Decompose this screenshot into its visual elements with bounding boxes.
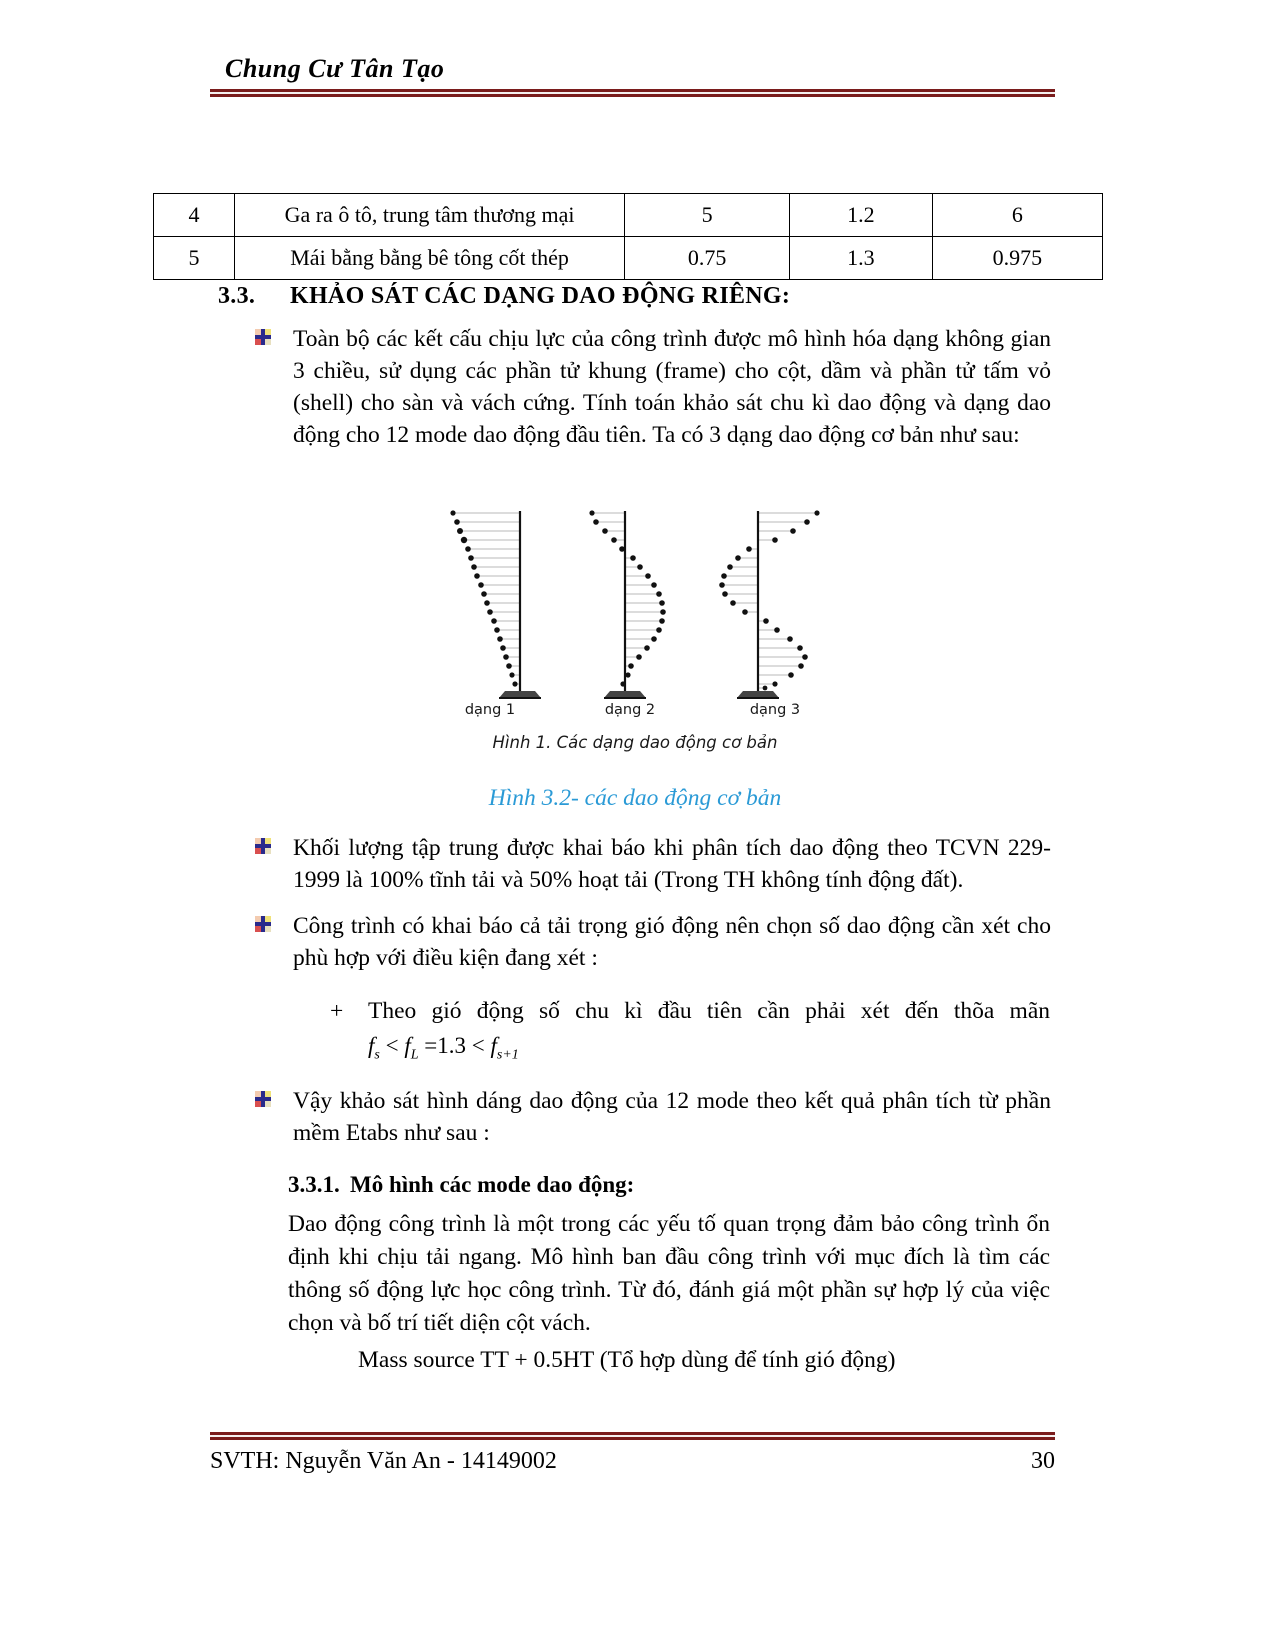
bullet-paragraph-1 bbox=[293, 323, 1051, 451]
subsection-number: 3.3.1. bbox=[288, 1172, 340, 1197]
mode-shapes-figure bbox=[420, 495, 850, 811]
row-value-3: 0.975 bbox=[932, 237, 1102, 280]
plus-bullet-icon bbox=[255, 838, 272, 855]
row-value-1: 5 bbox=[625, 194, 790, 237]
section-heading-3-3-1 bbox=[288, 1172, 634, 1198]
formula-f3: f bbox=[490, 1033, 497, 1058]
subsection-title: Mô hình các mode dao động: bbox=[350, 1172, 635, 1197]
row-description: Ga ra ô tô, trung tâm thương mại bbox=[234, 194, 624, 237]
mode-2-plot bbox=[560, 495, 700, 705]
bullet-paragraph-2 bbox=[293, 832, 1051, 896]
footer-divider bbox=[210, 1432, 1055, 1440]
formula-value: 1.3 bbox=[437, 1033, 466, 1058]
mode-shape-3 bbox=[705, 495, 845, 718]
figure-caption-1: Hình 1. Các dạng dao động cơ bản bbox=[492, 733, 778, 752]
bullet-text: Vậy khảo sát hình dáng dao động của 12 mode theo kết quả phân tích từ phần mềm Etabs như sau : bbox=[293, 1088, 1051, 1146]
support-base bbox=[737, 691, 779, 698]
section-number: 3.3. bbox=[218, 283, 256, 309]
page-header bbox=[210, 55, 1065, 97]
mode-shape-1 bbox=[420, 495, 560, 718]
mode-label-2: dạng 2 bbox=[604, 702, 656, 718]
figure-caption-2: Hình 3.2- các dao động cơ bản bbox=[488, 785, 782, 811]
row-index: 4 bbox=[154, 194, 235, 237]
data-table bbox=[153, 193, 1103, 280]
bullet-text: Khối lượng tập trung được khai báo khi phân tích dao động theo TCVN 229-1999 là 100% tĩnh tải và 50% hoạt tải (Trong TH không tính động đất). bbox=[293, 835, 1051, 893]
row-description: Mái bằng bằng bê tông cốt thép bbox=[234, 237, 624, 280]
row-index: 5 bbox=[154, 237, 235, 280]
plus-bullet-icon bbox=[255, 329, 272, 346]
footer-author: SVTH: Nguyễn Văn An - 14149002 bbox=[210, 1448, 557, 1474]
mass-source-line: Mass source TT + 0.5HT (Tổ hợp dùng để tính gió động) bbox=[358, 1347, 896, 1373]
mode-shapes-group bbox=[420, 495, 850, 718]
page-footer bbox=[210, 1448, 1055, 1475]
plus-bullet-icon bbox=[255, 1091, 272, 1108]
mode-label-3: dạng 3 bbox=[749, 702, 801, 718]
formula-equals: = bbox=[424, 1033, 438, 1058]
section-title: KHẢO SÁT CÁC DẠNG DAO ĐỘNG RIÊNG: bbox=[290, 283, 791, 309]
table-row bbox=[154, 194, 1103, 237]
footer-page-number: 30 bbox=[1031, 1448, 1055, 1474]
row-value-2: 1.2 bbox=[790, 194, 933, 237]
load-table bbox=[153, 193, 1103, 280]
row-value-3: 6 bbox=[932, 194, 1102, 237]
section-heading-3-3 bbox=[218, 283, 790, 310]
formula-op2: < bbox=[471, 1033, 485, 1058]
formula-f2: f bbox=[404, 1033, 411, 1058]
support-base bbox=[499, 691, 541, 698]
header-title: Chung Cư Tân Tạo bbox=[225, 54, 445, 83]
section-331-paragraph: Dao động công trình là một trong các yếu tố quan trọng đảm bảo công trình ổn định khi chịu tải ngang. Mô hình ban đầu công trình với mục đích là tìm các thông số động lực học công trình. Từ đó, đánh giá một phần sự hợp lý của việc chọn và bố trí tiết diện cột vách. bbox=[288, 1211, 1050, 1336]
frequency-formula bbox=[368, 1033, 519, 1064]
formula-op1: < bbox=[385, 1033, 399, 1058]
bullet-text: Toàn bộ các kết cấu chịu lực của công trình được mô hình hóa dạng không gian 3 chiều, sử dụng các phần tử khung (frame) cho cột, dầm và phần tử tấm vỏ (shell) cho sàn và vách cứng. Tính toán khảo sát chu kì dao động và dạng dao động cho 12 mode dao động đầu tiên. Ta có 3 dạng dao động cơ bản như sau: bbox=[293, 326, 1051, 448]
formula-f1-sub: s bbox=[374, 1047, 380, 1063]
bullet-text: Công trình có khai báo cả tải trọng gió động nên chọn số dao động cần xét cho phù hợp với điều kiện đang xét : bbox=[293, 913, 1051, 971]
support-base bbox=[604, 691, 646, 698]
sub-bullet-text: Theo gió động số chu kì đầu tiên cần phải xét đến thõa mãn bbox=[368, 998, 1050, 1024]
row-value-2: 1.3 bbox=[790, 237, 933, 280]
mode-shape-2 bbox=[560, 495, 700, 718]
header-divider bbox=[210, 89, 1055, 97]
bullet-paragraph-4 bbox=[293, 1085, 1051, 1149]
formula-f3-sub: s+1 bbox=[496, 1047, 519, 1063]
mode-label-1: dạng 1 bbox=[464, 702, 516, 718]
table-row bbox=[154, 237, 1103, 280]
formula-f2-sub: L bbox=[410, 1047, 419, 1063]
mode-1-plot bbox=[420, 495, 560, 705]
formula-f1: f bbox=[368, 1033, 375, 1058]
sub-bullet-item bbox=[330, 995, 1050, 1027]
mode-3-plot bbox=[705, 495, 850, 705]
bullet-paragraph-3 bbox=[293, 910, 1051, 974]
plus-bullet-icon bbox=[255, 916, 272, 933]
table-body bbox=[154, 194, 1103, 280]
plus-marker-icon: + bbox=[330, 998, 344, 1024]
row-value-1: 0.75 bbox=[625, 237, 790, 280]
